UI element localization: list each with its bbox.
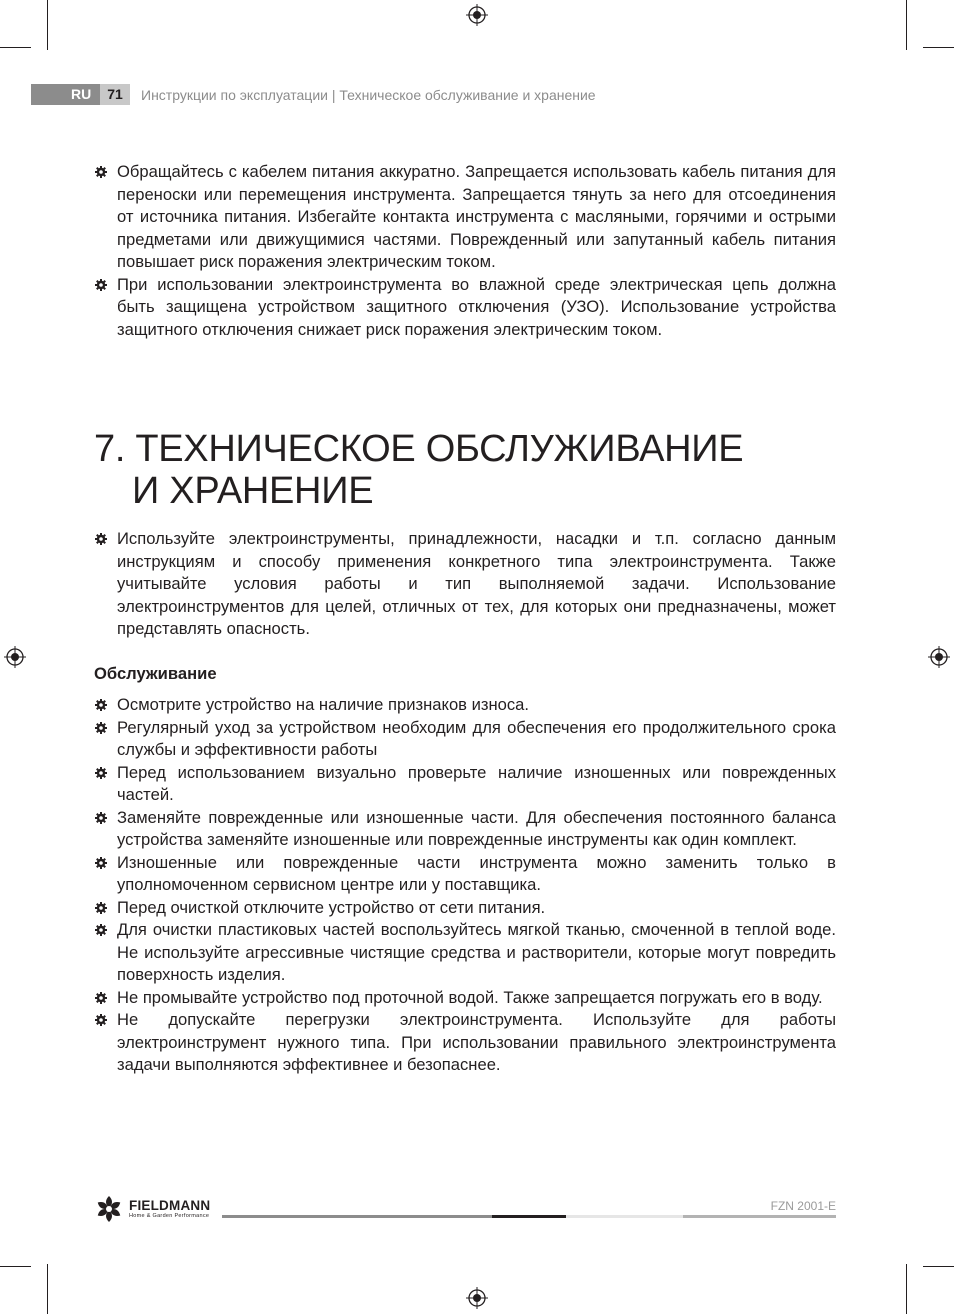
section-intro xyxy=(94,528,836,641)
list-item-text: Не промывайте устройство под проточной водой. Также запрещается погружать его в воду. xyxy=(117,987,823,1007)
gear-bullet-icon xyxy=(95,924,107,936)
section-title-line1: 7. ТЕХНИЧЕСКОЕ ОБСЛУЖИВАНИЕ xyxy=(94,428,744,470)
section-bullet-list xyxy=(94,528,836,641)
list-item-text: Осмотрите устройство на наличие признаков износа. xyxy=(117,695,530,714)
gear-bullet-icon xyxy=(95,166,107,178)
gear-bullet-icon xyxy=(95,279,107,291)
intro-bullet-list xyxy=(94,161,836,341)
list-item-text: При использовании электроинструмента во влажной среде электрическая цепь должна быть защищена устройством защитного отключения (УЗО). Использование устройства защитного отключения снижает риск поражения электрическим током. xyxy=(117,274,836,339)
list-item xyxy=(94,528,836,641)
list-item-text: Перед очисткой отключите устройство от сети питания. xyxy=(117,897,546,917)
list-item-text: Используйте электроинструменты, принадлежности, насадки и т.п. согласно данным инструкциям и способу применения конкретного типа электроинструмента. Также учитывайте условия работы и тип выполняемой задачи. Использование электроинструментов для целей, отличных от тех, для которых они предназначены, может представлять опасность. xyxy=(117,529,836,638)
gear-bullet-icon xyxy=(95,812,107,824)
crop-mark xyxy=(47,0,48,50)
brand-tagline: Home & Garden Performance xyxy=(129,1213,210,1219)
section-title xyxy=(94,428,836,512)
intro-section xyxy=(94,161,836,341)
footer-rule xyxy=(566,1215,683,1218)
list-item xyxy=(94,161,836,274)
list-item xyxy=(94,852,836,897)
footer-rule xyxy=(222,1215,492,1218)
list-item xyxy=(94,807,836,852)
crop-mark xyxy=(923,1266,954,1267)
footer-rule xyxy=(492,1215,566,1218)
list-item-text: Регулярный уход за устройством необходим для обеспечения его продолжительного срока службы и эффективности работы xyxy=(117,717,836,759)
page-number: 71 xyxy=(100,84,130,105)
crop-mark xyxy=(923,47,954,48)
registration-mark-icon xyxy=(466,1287,488,1309)
maintenance-heading: Обслуживание xyxy=(94,664,217,683)
footer-rule xyxy=(683,1215,836,1218)
list-item xyxy=(94,694,836,717)
registration-mark-icon xyxy=(928,646,950,668)
crop-mark xyxy=(906,0,907,50)
registration-mark-icon xyxy=(466,4,488,26)
crop-mark xyxy=(0,1266,31,1267)
list-item xyxy=(94,897,836,920)
gear-bullet-icon xyxy=(95,992,107,1004)
list-item-text: Изношенные или поврежденные части инструмента можно заменить только в уполномоченном сервисном центре или у поставщика. xyxy=(117,852,836,894)
list-item xyxy=(94,762,836,807)
gear-bullet-icon xyxy=(95,857,107,869)
section-title-line2: И ХРАНЕНИЕ xyxy=(132,470,374,512)
crop-mark xyxy=(47,1264,48,1314)
list-item xyxy=(94,717,836,762)
maintenance-bullet-list xyxy=(94,694,836,1077)
list-item-text: Перед использованием визуально проверьте наличие изношенных или поврежденных частей. xyxy=(117,762,836,804)
list-item xyxy=(94,919,836,987)
list-item xyxy=(94,1009,836,1077)
gear-bullet-icon xyxy=(95,902,107,914)
fieldmann-logo-icon xyxy=(94,1194,124,1224)
list-item xyxy=(94,987,836,1010)
list-item-text: Для очистки пластиковых частей воспользуйтесь мягкой тканью, смоченной в теплой воде. Не используйте агрессивные чистящие средства и растворители, которые могут повредить поверхность изделия. xyxy=(117,920,836,984)
list-item xyxy=(94,274,836,342)
gear-bullet-icon xyxy=(95,699,107,711)
gear-bullet-icon xyxy=(95,533,107,545)
gear-bullet-icon xyxy=(95,1014,107,1026)
gear-bullet-icon xyxy=(95,767,107,779)
brand-name: FIELDMANN xyxy=(129,1198,211,1213)
crop-mark xyxy=(0,47,31,48)
model-code: FZN 2001-E xyxy=(770,1199,836,1213)
maintenance-section xyxy=(94,694,836,1077)
language-label: RU xyxy=(71,86,92,102)
list-item-text: Обращайтесь с кабелем питания аккуратно. Запрещается использовать кабель питания для переноски или перемещения инструмента. Запрещается тянуть за него для отсоединения от источника питания. Избегайте контакта инструмента с масляными, горячими и острыми предметами или движущимися частями. Поврежденный или запутанный кабель питания повышает риск поражения электрическим током. xyxy=(117,162,836,271)
list-item-text: Заменяйте поврежденные или изношенные части. Для обеспечения постоянного баланса устройства заменяйте изношенные или поврежденные инструменты как один комплект. xyxy=(117,807,836,849)
running-header: Инструкции по эксплуатации | Техническое обслуживание и хранение xyxy=(141,87,596,103)
registration-mark-icon xyxy=(4,646,26,668)
crop-mark xyxy=(906,1264,907,1314)
gear-bullet-icon xyxy=(95,722,107,734)
list-item-text: Не допускайте перегрузки электроинструмента. Используйте для работы электроинструмент нужного типа. При использовании правильного электроинструмента задачи выполняются эффективнее и безопаснее. xyxy=(117,1010,836,1074)
